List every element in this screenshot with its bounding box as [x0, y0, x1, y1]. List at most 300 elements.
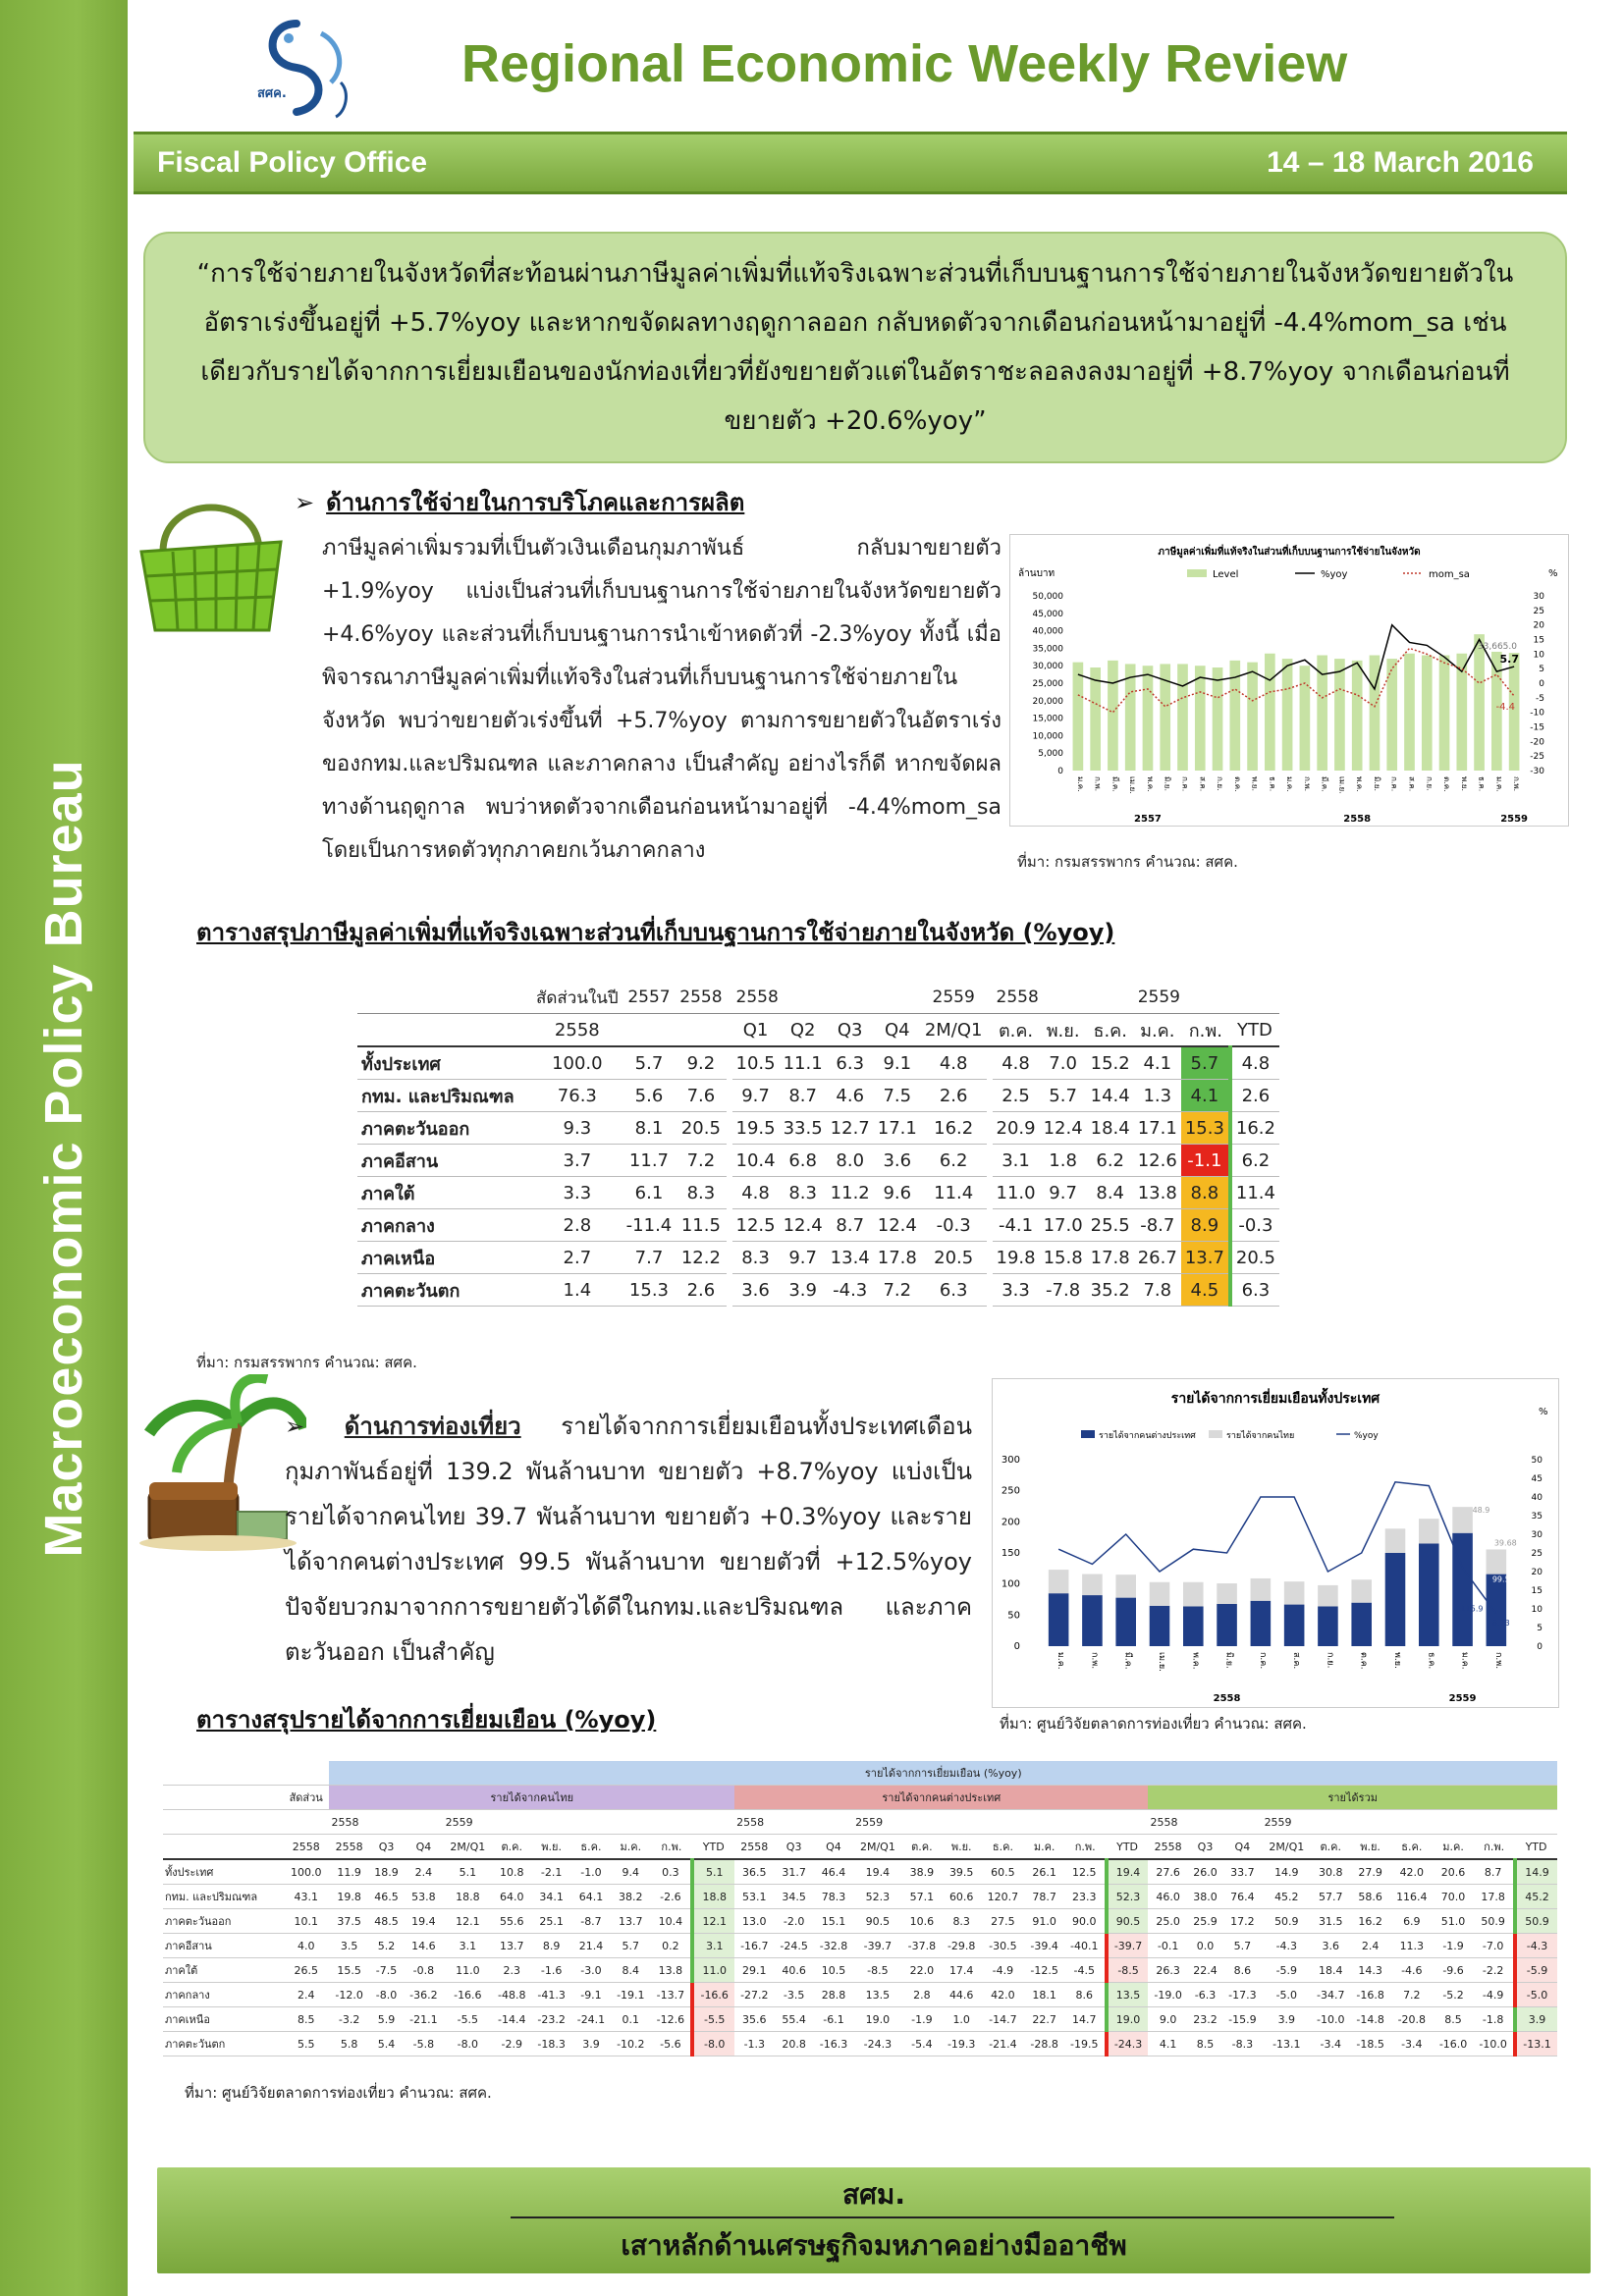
table-cell: 4.8: [921, 1046, 987, 1080]
table-cell: -14.7: [981, 2007, 1024, 2032]
vat-chart-source: ที่มา: กรมสรรพากร คำนวณ: สศค.: [1017, 853, 1238, 871]
x-tick-label: ส.ค.: [1291, 1652, 1302, 1670]
x-tick-label: มิ.ย.: [1223, 1652, 1234, 1669]
bar-level: [1317, 656, 1327, 771]
table-cell: 26.3: [1148, 1958, 1187, 1983]
col-share-year: 2558: [532, 1014, 623, 1047]
table-cell: 2.5: [993, 1080, 1040, 1112]
bar-foreign: [1284, 1605, 1305, 1646]
table-cell: -4.3: [827, 1274, 874, 1307]
table-row: [357, 1046, 1279, 1080]
table-cell: 9.4: [611, 1859, 650, 1885]
table-row: [163, 1909, 1557, 1934]
table-cell: 25.1: [531, 1909, 570, 1934]
table-cell: 17.8: [1473, 1885, 1515, 1909]
table-cell: -4.6: [1390, 1958, 1434, 1983]
x-tick-label: ก.ค.: [1257, 1652, 1268, 1670]
y2-tick-label: -10: [1530, 708, 1544, 719]
table-cell: 15.5: [329, 1958, 368, 1983]
annotation: 99.53: [1491, 1575, 1515, 1584]
table-row: [163, 1983, 1557, 2007]
table-cell: 10.5: [814, 1958, 853, 1983]
table-cell: -8.7: [1134, 1209, 1181, 1242]
table-cell: 1.8: [1040, 1145, 1087, 1177]
col-header: Q4: [814, 1835, 853, 1860]
table-row: [163, 1958, 1557, 1983]
y2-tick-label: 35: [1531, 1512, 1543, 1522]
table-cell: -19.0: [1148, 1983, 1187, 2007]
table-cell: 64.1: [571, 1885, 611, 1909]
table-cell: -3.5: [774, 1983, 813, 2007]
table-cell: 14.7: [1064, 2007, 1107, 2032]
bar-thai: [1318, 1585, 1338, 1607]
x-tick-label: ก.ย.: [1216, 776, 1225, 791]
table-cell: 11.3: [1390, 1934, 1434, 1958]
col-header: ธ.ค.: [981, 1835, 1024, 1860]
tourism-section: [285, 1404, 972, 1675]
table-cell: 14.6: [404, 1934, 443, 1958]
table-cell: 11.4: [1230, 1177, 1279, 1209]
x-tick-label: มิ.ย.: [1372, 776, 1381, 792]
table-row: [357, 1177, 1279, 1209]
table-cell: 14.3: [1350, 1958, 1389, 1983]
table-cell: 4.6: [827, 1080, 874, 1112]
table-cell: -16.7: [734, 1934, 774, 1958]
share-cell: 5.5: [283, 2032, 330, 2056]
table-cell: -8.3: [1222, 2032, 1262, 2056]
col-header: 2M/Q1: [444, 1835, 493, 1860]
y-tick-label: 0: [1057, 767, 1063, 776]
table-cell: -0.3: [921, 1209, 987, 1242]
y2-tick-label: -15: [1530, 722, 1544, 733]
table-cell: 17.8: [1087, 1242, 1134, 1274]
table-cell: 27.9: [1350, 1859, 1389, 1885]
row-label: ภาคตะวันตก: [163, 2032, 283, 2056]
table-cell: 19.0: [853, 2007, 902, 2032]
table-row: [357, 1080, 1279, 1112]
table-row: [357, 1145, 1279, 1177]
table-cell: 13.7: [611, 1909, 650, 1934]
legend-label: mom_sa: [1429, 569, 1470, 580]
table-cell: 100.0: [532, 1046, 623, 1080]
col-month: ธ.ค.: [1087, 1014, 1134, 1047]
table-row: [357, 1242, 1279, 1274]
col-header: ธ.ค.: [1390, 1835, 1434, 1860]
table-cell: 8.4: [1087, 1177, 1134, 1209]
col-header: 2M/Q1: [853, 1835, 902, 1860]
y-axis-label: ล้านบาท: [1018, 568, 1056, 579]
table-cell: 55.6: [492, 1909, 531, 1934]
table-cell: 16.2: [1350, 1909, 1389, 1934]
annotation-yoy: 5.7: [1499, 653, 1519, 667]
table-cell: 4.8: [993, 1046, 1040, 1080]
table-cell: 76.3: [532, 1080, 623, 1112]
col-share: สัดส่วนในปี: [532, 982, 623, 1014]
table-cell: -19.3: [942, 2032, 981, 2056]
col-header: Q3: [774, 1835, 813, 1860]
bar-level: [1247, 663, 1258, 771]
annotation: 48.9: [1472, 1506, 1490, 1516]
table-cell: 17.1: [874, 1112, 921, 1145]
bar-thai: [1251, 1578, 1272, 1601]
table-cell: -12.6: [650, 2007, 692, 2032]
footer-title: สศม.: [842, 2178, 905, 2211]
y-tick-label: 150: [1001, 1548, 1020, 1559]
table-cell: 33.7: [1222, 1859, 1262, 1885]
table-cell: 8.9: [531, 1934, 570, 1958]
col-year-2558: 2558: [329, 1835, 368, 1860]
x-tick-label: ต.ค.: [1358, 1652, 1369, 1670]
table-cell: -0.3: [1230, 1209, 1279, 1242]
table-cell: 53.8: [404, 1885, 443, 1909]
table-cell: 2.4: [404, 1859, 443, 1885]
legend-swatch: [1209, 1430, 1222, 1438]
table-cell: 34.1: [531, 1885, 570, 1909]
table-cell: -5.6: [650, 2032, 692, 2056]
table-cell: 13.5: [853, 1983, 902, 2007]
basket-icon: [134, 483, 289, 635]
legend-swatch: [1187, 569, 1207, 577]
table-cell: 9.6: [874, 1177, 921, 1209]
y-tick-label: 100: [1001, 1578, 1020, 1590]
table-cell: 78.3: [814, 1885, 853, 1909]
table-cell: 15.1: [814, 1909, 853, 1934]
table-cell: -8.7: [571, 1909, 611, 1934]
org-name: Fiscal Policy Office: [157, 146, 428, 179]
table-cell: 3.1: [444, 1934, 493, 1958]
table-cell: 12.1: [692, 1909, 734, 1934]
table-cell: -18.3: [531, 2032, 570, 2056]
table-cell: 52.3: [1107, 1885, 1149, 1909]
table-cell: 9.7: [780, 1242, 827, 1274]
col-quarter: Q4: [874, 1014, 921, 1047]
arrow-bullet-icon: ➢: [295, 489, 315, 516]
col-year: 2558: [329, 1810, 443, 1835]
legend-label: Level: [1213, 569, 1239, 580]
col-year: 2559: [1263, 1810, 1557, 1835]
table-cell: 8.7: [1473, 1859, 1515, 1885]
col-month: ม.ค.: [1134, 1014, 1181, 1047]
table-cell: -4.3: [1263, 1934, 1312, 1958]
table-cell: 4.1: [1181, 1080, 1230, 1112]
table-cell: 40.6: [774, 1958, 813, 1983]
y2-tick-label: 15: [1531, 1586, 1543, 1596]
consumption-heading: ด้านการใช้จ่ายในการบริโภคและการผลิต: [326, 489, 745, 516]
table-cell: 22.7: [1024, 2007, 1063, 2032]
table-cell: 8.4: [611, 1958, 650, 1983]
table-cell: 14.4: [1087, 1080, 1134, 1112]
table-cell: -8.0: [692, 2032, 734, 2056]
y-tick-label: 30,000: [1032, 662, 1063, 672]
y2-tick-label: 5: [1537, 1624, 1543, 1633]
year-label: 2557: [1134, 814, 1162, 825]
col-year: 2558: [734, 1810, 853, 1835]
table-cell: -6.3: [1188, 1983, 1222, 2007]
bar-level: [1474, 634, 1485, 771]
table-cell: 16.2: [1230, 1112, 1279, 1145]
table-cell: 91.0: [1024, 1909, 1063, 1934]
footer-banner: [157, 2167, 1591, 2273]
y-tick-label: 5,000: [1038, 749, 1063, 760]
table-cell: -48.8: [492, 1983, 531, 2007]
table-cell: 46.0: [1148, 1885, 1187, 1909]
table-cell: -4.1: [993, 1209, 1040, 1242]
table-cell: 19.4: [1107, 1859, 1149, 1885]
table-cell: -21.4: [981, 2032, 1024, 2056]
bar-thai: [1385, 1528, 1406, 1553]
bar-level: [1422, 656, 1433, 771]
table-cell: 3.6: [732, 1274, 780, 1307]
vat-table-source: ที่มา: กรมสรรพากร คำนวณ: สศค.: [196, 1354, 417, 1371]
table-row: [357, 1209, 1279, 1242]
y-tick-label: 10,000: [1032, 731, 1063, 742]
x-tick-label: ส.ค.: [1407, 776, 1417, 792]
table-cell: 5.1: [692, 1859, 734, 1885]
table-cell: 2.6: [1230, 1080, 1279, 1112]
table-cell: 8.3: [732, 1242, 780, 1274]
row-label: ภาคใต้: [163, 1958, 283, 1983]
table-cell: 6.2: [1087, 1145, 1134, 1177]
tourism-palm-icon: [139, 1374, 306, 1551]
y-tick-label: 200: [1001, 1517, 1020, 1528]
table-cell: -3.0: [571, 1958, 611, 1983]
table-cell: 8.3: [780, 1177, 827, 1209]
y-tick-label: 25,000: [1032, 679, 1063, 689]
x-tick-label: ก.พ.: [1093, 776, 1103, 792]
row-label: ภาคกลาง: [163, 1983, 283, 2007]
table-cell: 5.7: [1181, 1046, 1230, 1080]
table-cell: 17.2: [1222, 1909, 1262, 1934]
table-cell: 10.6: [902, 1909, 942, 1934]
table-cell: 8.7: [780, 1080, 827, 1112]
table-cell: -9.1: [571, 1983, 611, 2007]
share-cell: 43.1: [283, 1885, 330, 1909]
table-cell: 37.5: [329, 1909, 368, 1934]
table-cell: 8.0: [827, 1145, 874, 1177]
table-cell: 5.8: [329, 2032, 368, 2056]
vat-chart: [1009, 534, 1569, 827]
table-cell: -0.8: [404, 1958, 443, 1983]
table-cell: 22.4: [1188, 1958, 1222, 1983]
table-cell: 7.0: [1040, 1046, 1087, 1080]
table-cell: 50.9: [1263, 1909, 1312, 1934]
table-cell: 7.2: [1390, 1983, 1434, 2007]
vat-table: [357, 982, 1279, 1307]
bar-thai: [1419, 1519, 1439, 1543]
bar-foreign: [1385, 1553, 1406, 1646]
table-cell: 14.9: [1263, 1859, 1312, 1885]
row-label: ภาคใต้: [357, 1177, 532, 1209]
group-header: รายได้จากคนไทย: [329, 1786, 734, 1810]
y2-axis-label: %: [1548, 568, 1558, 579]
table-cell: 9.7: [732, 1080, 780, 1112]
table-cell: 13.4: [827, 1242, 874, 1274]
table-cell: 39.5: [942, 1859, 981, 1885]
bar-foreign: [1150, 1606, 1170, 1646]
table-cell: -39.4: [1024, 1934, 1063, 1958]
bar-level: [1334, 659, 1345, 771]
table-cell: 25.0: [1148, 1909, 1187, 1934]
year-label: 2559: [1448, 1693, 1477, 1704]
x-tick-label: ก.พ.: [1512, 776, 1522, 792]
x-tick-label: พ.ย.: [1392, 1652, 1402, 1669]
table-cell: 11.9: [329, 1859, 368, 1885]
table-cell: -4.3: [1515, 1934, 1557, 1958]
table-cell: 9.2: [676, 1046, 726, 1080]
table-cell: 15.8: [1040, 1242, 1087, 1274]
bar-level: [1370, 656, 1380, 771]
table-cell: 7.7: [623, 1242, 677, 1274]
table-cell: -4.9: [981, 1958, 1024, 1983]
table-cell: 11.1: [780, 1046, 827, 1080]
bar-thai: [1115, 1575, 1136, 1597]
table-cell: -0.1: [1148, 1934, 1187, 1958]
table-cell: -17.3: [1222, 1983, 1262, 2007]
table-cell: 2.8: [902, 1983, 942, 2007]
col-header: พ.ย.: [531, 1835, 570, 1860]
table-cell: 51.0: [1434, 1909, 1473, 1934]
table-cell: 17.4: [942, 1958, 981, 1983]
table-cell: 5.6: [623, 1080, 677, 1112]
y2-tick-label: 10: [1533, 650, 1544, 661]
y2-tick-label: 5: [1539, 665, 1544, 675]
table-cell: -13.7: [650, 1983, 692, 2007]
tourism-table: [163, 1761, 1557, 2056]
table-cell: -1.9: [1434, 1934, 1473, 1958]
table-cell: -6.1: [814, 2007, 853, 2032]
table-cell: 25.9: [1188, 1909, 1222, 1934]
col-header: ม.ค.: [1434, 1835, 1473, 1860]
row-label: กทม. และปริมณฑล: [357, 1080, 532, 1112]
table-cell: 20.9: [993, 1112, 1040, 1145]
table-cell: 64.0: [492, 1885, 531, 1909]
bar-thai: [1452, 1507, 1473, 1533]
table-cell: 45.2: [1515, 1885, 1557, 1909]
bar-foreign: [1318, 1606, 1338, 1646]
table-cell: 2.4: [1350, 1934, 1389, 1958]
bar-foreign: [1049, 1593, 1069, 1646]
table-cell: 12.7: [827, 1112, 874, 1145]
y2-tick-label: 0: [1537, 1642, 1543, 1652]
table-cell: -1.9: [902, 2007, 942, 2032]
table-cell: -15.9: [1222, 2007, 1262, 2032]
table-cell: -8.5: [1107, 1958, 1149, 1983]
table-cell: 120.7: [981, 1885, 1024, 1909]
x-tick-label: ม.ค.: [1075, 776, 1085, 792]
table-cell: 8.6: [1222, 1958, 1262, 1983]
col-header: ม.ค.: [611, 1835, 650, 1860]
table-cell: -20.8: [1390, 2007, 1434, 2032]
table-cell: 15.2: [1087, 1046, 1134, 1080]
table-cell: -24.3: [1107, 2032, 1149, 2056]
table-cell: 3.9: [571, 2032, 611, 2056]
col-month: ก.พ.: [1181, 1014, 1230, 1047]
blank-cell: [163, 1786, 283, 1810]
y-tick-label: 40,000: [1032, 626, 1063, 637]
table-cell: 20.5: [1230, 1242, 1279, 1274]
col-year-2558: 2558: [1148, 1835, 1187, 1860]
table-cell: 42.0: [981, 1983, 1024, 2007]
row-label: ภาคตะวันตก: [357, 1274, 532, 1307]
table-cell: 26.7: [1134, 1242, 1181, 1274]
table-cell: 8.5: [1434, 2007, 1473, 2032]
col-quarter-year: 2558: [732, 982, 921, 1014]
footer-slogan: เสาหลักด้านเศรษฐกิจมหภาคอย่างมืออาชีพ: [621, 2229, 1127, 2262]
table-cell: -16.8: [1350, 1983, 1389, 2007]
table-cell: -9.6: [1434, 1958, 1473, 1983]
table-cell: 10.4: [650, 1909, 692, 1934]
table-cell: 9.3: [532, 1112, 623, 1145]
table-cell: 12.6: [1134, 1145, 1181, 1177]
col-quarter-year2: 2559: [921, 982, 987, 1014]
bar-level: [1125, 664, 1136, 771]
share-cell: 10.1: [283, 1909, 330, 1934]
y2-tick-label: -25: [1530, 752, 1544, 763]
row-label: ภาคอีสาน: [163, 1934, 283, 1958]
blank-cell: [163, 1810, 329, 1835]
table-cell: -10.0: [1311, 2007, 1350, 2032]
col-month-year2: 2559: [1134, 982, 1279, 1014]
table-cell: -5.0: [1263, 1983, 1312, 2007]
x-tick-label: ธ.ค.: [1268, 776, 1277, 792]
x-tick-label: ก.พ.: [1089, 1652, 1100, 1670]
table-cell: -41.3: [531, 1983, 570, 2007]
col-month-year: 2558: [993, 982, 1134, 1014]
bar-foreign: [1115, 1598, 1136, 1646]
table-cell: -37.8: [902, 1934, 942, 1958]
x-tick-label: เม.ย.: [1337, 776, 1347, 794]
logo-text: สศค.: [257, 86, 287, 101]
table-cell: 20.5: [676, 1112, 726, 1145]
table-cell: 16.2: [921, 1112, 987, 1145]
row-label: ภาคเหนือ: [357, 1242, 532, 1274]
bar-thai: [1082, 1575, 1103, 1596]
table-cell: -30.5: [981, 1934, 1024, 1958]
table-cell: -19.5: [1064, 2032, 1107, 2056]
col-header: YTD: [1515, 1835, 1557, 1860]
y2-tick-label: -5: [1536, 693, 1544, 704]
table-cell: 8.6: [1064, 1983, 1107, 2007]
table-cell: 12.5: [1064, 1859, 1107, 1885]
annotation-level: 33,665.0: [1477, 642, 1517, 653]
table-cell: 8.3: [676, 1177, 726, 1209]
table-cell: -24.3: [853, 2032, 902, 2056]
table-cell: 21.4: [571, 1934, 611, 1958]
table-cell: 6.3: [827, 1046, 874, 1080]
table-cell: 5.2: [369, 1934, 404, 1958]
table-cell: 90.5: [853, 1909, 902, 1934]
vat-chart-svg: [1010, 535, 1568, 826]
y-tick-label: 35,000: [1032, 644, 1063, 655]
table-cell: -1.8: [1473, 2007, 1515, 2032]
y-tick-label: 45,000: [1032, 609, 1063, 619]
table-cell: -29.8: [942, 1934, 981, 1958]
table-cell: -3.4: [1311, 2032, 1350, 2056]
x-tick-label: ก.ย.: [1325, 1652, 1335, 1669]
col-header: พ.ย.: [942, 1835, 981, 1860]
table-cell: 12.1: [444, 1909, 493, 1934]
header-bar: [134, 132, 1567, 194]
table-cell: 1.4: [532, 1274, 623, 1307]
bar-level: [1073, 663, 1084, 771]
table-cell: 10.8: [492, 1859, 531, 1885]
table-cell: 8.5: [1188, 2032, 1222, 2056]
col-header: ต.ค.: [902, 1835, 942, 1860]
y2-axis-label: %: [1539, 1407, 1548, 1417]
table-cell: 22.0: [902, 1958, 942, 1983]
x-tick-label: เม.ย.: [1157, 1652, 1166, 1673]
share-cell: 2.4: [283, 1983, 330, 2007]
